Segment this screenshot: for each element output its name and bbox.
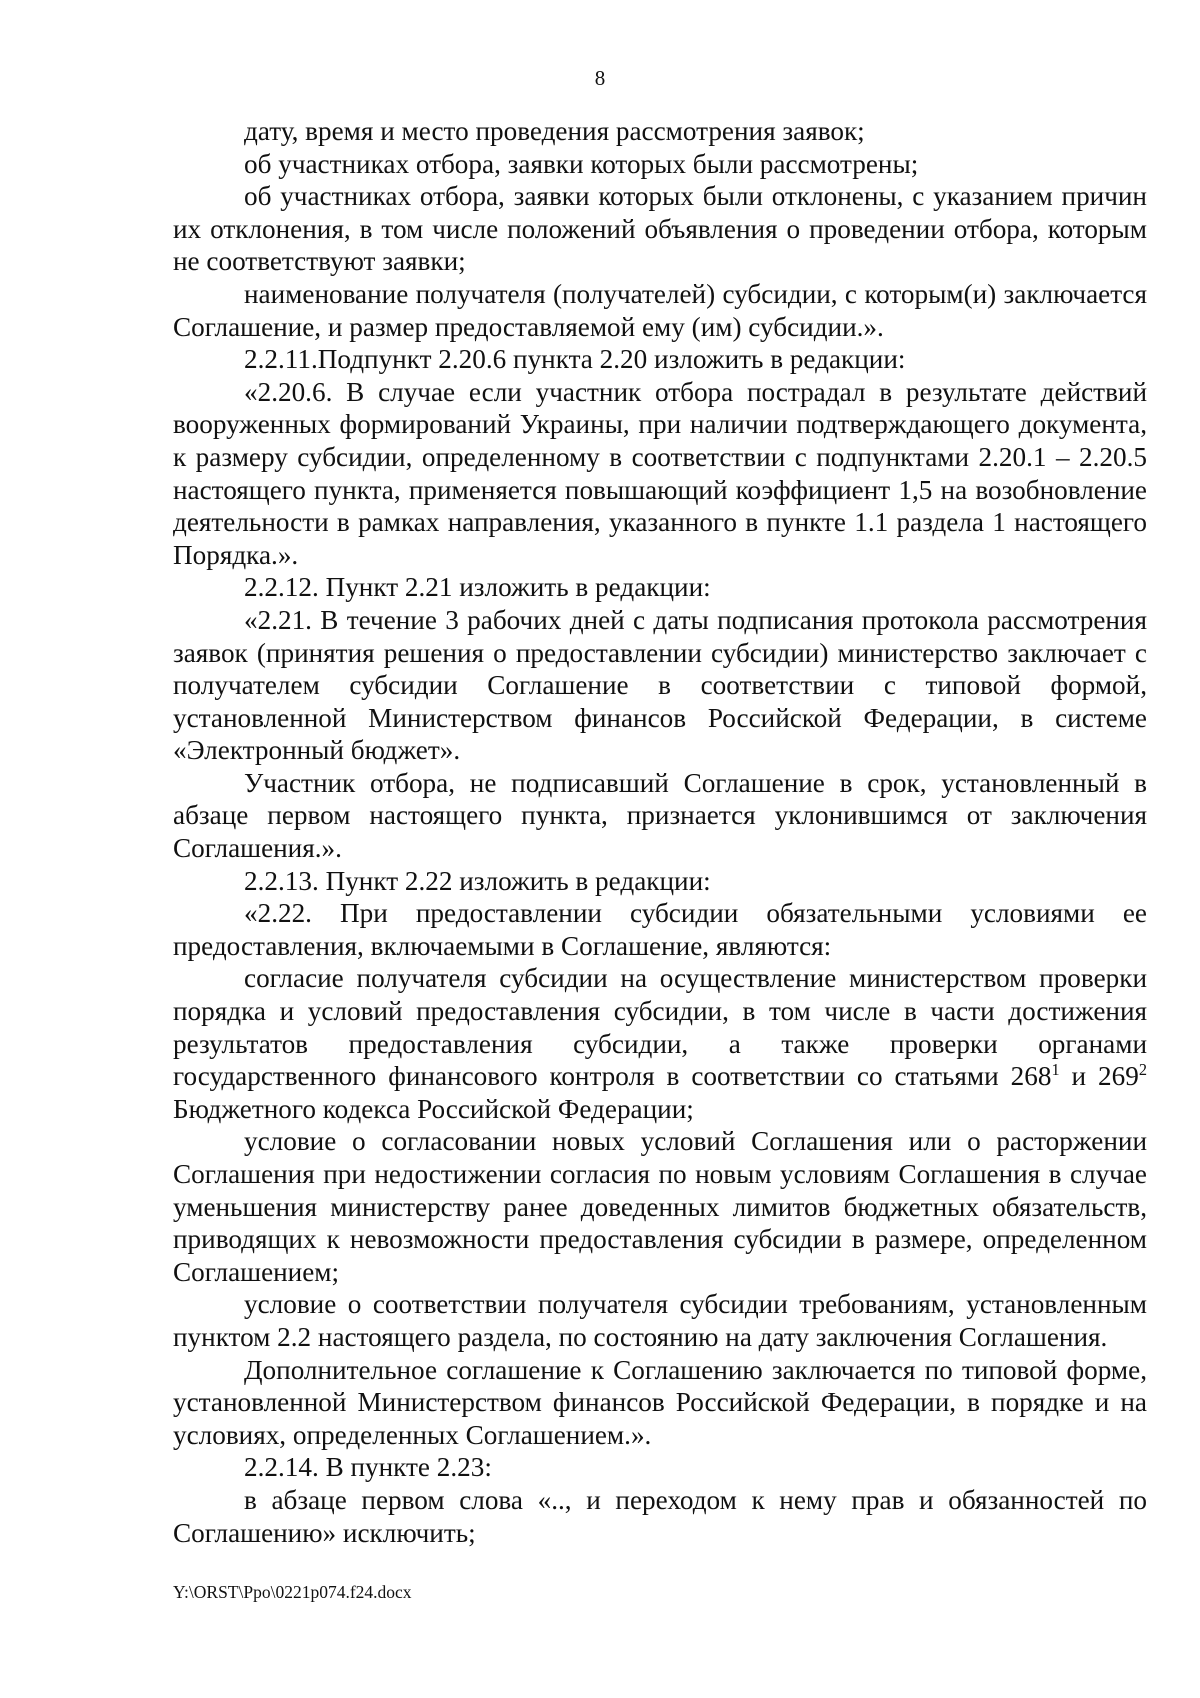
paragraph-recipient-name: наименование получателя (получателей) субсидии, с которым(и) заключается Соглашение, и размер предоставляемой ему (им) субсидии.». [173,278,1147,342]
paragraph-2-2-13: 2.2.13. Пункт 2.22 изложить в редакции: [244,865,711,896]
control-consent-and: и 269 [1059,1061,1139,1092]
paragraph-new-conditions: условие о согласовании новых условий Соглашения или о расторжении Соглашения при недостижении согласия по новым условиям Соглашения в случае уменьшения министерству ранее доведенных лимитов бюджетных обязательств, приводящих к невозможности предоставления субсидии в размере, определенном Соглашением; [173,1126,1147,1287]
paragraph-2-2-12: 2.2.12. Пункт 2.21 изложить в редакции: [244,572,711,603]
paragraph-recipient-compliance: условие о соответствии получателя субсидии требованиям, установленным пунктом 2.2 настоящего раздела, по состоянию на дату заключения Соглашения. [173,1289,1147,1352]
paragraph-reviewed-participants: об участниках отбора, заявки которых были рассмотрены; [244,148,919,179]
paragraph-additional-agreement: Дополнительное соглашение к Соглашению заключается по типовой форме, установленной Министерством финансов Российской Федерации, в порядке и на условиях, определенных Соглашением.». [173,1354,1147,1450]
paragraph-first-paragraph-words: в абзаце первом слова «.., и переходом к нему прав и обязанностей по Соглашению» исключить; [173,1484,1147,1548]
page-number: 8 [594,66,606,90]
paragraph-2-21: «2.21. В течение 3 рабочих дней с даты подписания протокола рассмотрения заявок (принятия решения о предоставлении субсидии) министерство заключает с получателем субсидии Соглашение в соответствии с типовой формой, установленной Министерством финансов Российской Федерации, в системе «Электронный бюджет». [173,604,1147,766]
superscript-2: 2 [1138,1060,1147,1080]
paragraph-participant-evasion: Участник отбора, не подписавший Соглашение в срок, установленный в абзаце первом настоящего пункта, признается уклонившимся от заключения Соглашения.». [173,767,1147,864]
paragraph-2-22: «2.22. При предоставлении субсидии обязательными условиями ее предоставления, включаемыми в Соглашение, являются: [173,898,1147,961]
paragraph-2-2-11: 2.2.11.Подпункт 2.20.6 пункта 2.20 изложить в редакции: [244,344,906,375]
control-consent-text: согласие получателя субсидии на осуществление министерством проверки порядка и условий предоставления субсидии, в том числе в части достижения результатов предоставления субсидии, а также проверки органами государственного финансового контроля в соответствии со статьями 268 [173,963,1147,1092]
document-body [173,115,1147,1549]
paragraph-2-2-14: 2.2.14. В пункте 2.23: [244,1452,492,1483]
paragraph-rejected-participants: об участниках отбора, заявки которых были отклонены, с указанием причин их отклонения, в том числе положений объявления о проведении отбора, которым не соответствуют заявки; [173,181,1147,277]
superscript-1: 1 [1051,1060,1060,1080]
paragraph-2-20-6: «2.20.6. В случае если участник отбора пострадал в результате действий вооруженных формирований Украины, при наличии подтверждающего документа, к размеру субсидии, определенному в соответствии с подпунктами 2.20.1 – 2.20.5 настоящего пункта, применяется повышающий коэффициент 1,5 на возобновление деятельности в рамках направления, указанного в пункте 1.1 раздела 1 настоящего Порядка.». [173,376,1147,570]
paragraph-review-date: дату, время и место проведения рассмотрения заявок; [244,116,865,146]
footer-file-path: Y:\ORST\Ppo\0221p074.f24.docx [173,1582,412,1602]
paragraph-control-consent [173,962,1147,1125]
control-consent-code: Бюджетного кодекса Российской Федерации; [173,1093,694,1124]
